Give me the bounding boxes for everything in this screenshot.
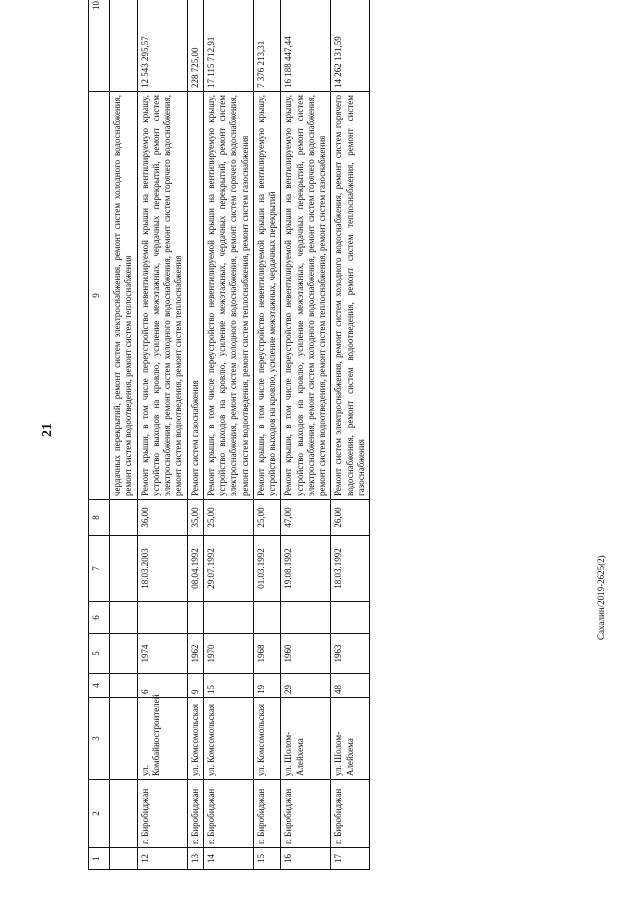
table-cell-pct: 26,00 <box>331 500 370 536</box>
table-cell-pct: 47,00 <box>281 500 331 536</box>
column-header: 6 <box>89 602 110 634</box>
column-header: 8 <box>89 500 110 536</box>
table-cell-cost: 12 543 295,57 <box>137 0 187 92</box>
table-cell-cost: 14 262 131,59 <box>331 0 370 92</box>
column-header: 1 <box>89 848 110 870</box>
table-cell-date <box>110 536 138 602</box>
table-cell-n: 17 <box>331 848 370 870</box>
table-cell-date: 29.07.1992 <box>203 536 253 602</box>
table-cell-house: 6 <box>137 674 187 698</box>
table-cell-n: 12 <box>137 848 187 870</box>
table-cell-n: 13 <box>187 848 203 870</box>
table-cell-desc: Ремонт крыши, в том числе переустройство невентилируемой крыши на вентилируемую крышу, устройство выходов на кровлю, усиление межэтажных, чердачных перекрытий, ремонт систем электроснабжения, ремонт систем холодного водоснабжения, ремонт систем горячего водоснабжения, ремонт систем водоотведения, ремонт систем теплоснабжения, ремонт систем газоснабжения <box>281 92 331 500</box>
table-cell-house: 29 <box>281 674 331 698</box>
table-cell-street: ул. Комбайностроителей <box>137 698 187 780</box>
table-cell-desc: чердачных перекрытий, ремонт систем электроснабжения, ремонт систем холодного водоснабжения, ремонт систем водоотведения, ремонт систем теплоснабжения <box>110 92 138 500</box>
table-row <box>137 0 187 870</box>
document-reference: Сахалин/2019-2625(2) <box>596 555 606 640</box>
table-cell-year: 1960 <box>281 634 331 674</box>
table-cell-house: 9 <box>187 674 203 698</box>
page-number: 21 <box>40 423 55 437</box>
table-cell-desc: Ремонт крыши, в том числе переустройство невентилируемой крыши на вентилируемую крышу, устройство выходов на кровлю, усиление межэтажных, чердачных перекрытий, ремонт систем электроснабжения, ремонт систем холодного водоснабжения, ремонт систем горячего водоснабжения, ремонт систем водоотведения, ремонт систем теплоснабжения, ремонт систем газоснабжения <box>203 92 253 500</box>
table-cell-c6 <box>187 602 203 634</box>
table-row <box>187 0 203 870</box>
table-cell-street: ул. Шолом-Алейхема <box>331 698 370 780</box>
table-cell-year <box>110 634 138 674</box>
table-cell-street: ул. Комсомольская <box>187 698 203 780</box>
table-cell-cost: 16 188 447,44 <box>281 0 331 92</box>
table-cell-desc: Ремонт систем электроснабжения, ремонт систем холодного водоснабжения, ремонт систем горячего водоснабжения, ремонт систем водоотведения, ремонт систем теплоснабжения, ремонт систем газоснабжения <box>331 92 370 500</box>
column-header: 2 <box>89 780 110 848</box>
table-cell-pct: 25,00 <box>203 500 253 536</box>
table-cell-cost: 228 725,00 <box>187 0 203 92</box>
table-row <box>253 0 281 870</box>
table-cell-city: г. Биробиджан <box>203 780 253 848</box>
table-cell-house: 15 <box>203 674 253 698</box>
table-cell-c6 <box>331 602 370 634</box>
table-cell-year: 1968 <box>253 634 281 674</box>
table-cell-street <box>110 698 138 780</box>
table-cell-house <box>110 674 138 698</box>
table-cell-c6 <box>110 602 138 634</box>
column-header: 7 <box>89 536 110 602</box>
table-cell-n <box>110 848 138 870</box>
table-cell-n: 14 <box>203 848 253 870</box>
table-cell-city: г. Биробиджан <box>137 780 187 848</box>
table-cell-year: 1962 <box>187 634 203 674</box>
table-row <box>281 0 331 870</box>
table-cell-city: г. Биробиджан <box>281 780 331 848</box>
table-cell-house: 19 <box>253 674 281 698</box>
table-cell-date: 01.03.1992 <box>253 536 281 602</box>
column-header: 10 <box>89 0 110 92</box>
table-cell-desc: Ремонт систем газоснабжения <box>187 92 203 500</box>
table-cell-year: 1963 <box>331 634 370 674</box>
table-cell-pct <box>110 500 138 536</box>
table-cell-city: г. Биробиджан <box>253 780 281 848</box>
table-cell-house: 48 <box>331 674 370 698</box>
repair-schedule-table <box>88 0 370 870</box>
table-cell-street: ул. Комсомольская <box>253 698 281 780</box>
table-cell-year: 1974 <box>137 634 187 674</box>
table-cell-street: ул. Шолом-Алейхема <box>281 698 331 780</box>
table-cell-year: 1970 <box>203 634 253 674</box>
table-cell-desc: Ремонт крыши, в том числе переустройство невентилируемой крыши на вентилируемую крышу, устройство выходов на кровлю, усиление межэтажных, чердачных перекрытий <box>253 92 281 500</box>
table-cell-street: ул. Комсомольская <box>203 698 253 780</box>
table-body <box>110 0 370 870</box>
table-cell-date: 08.04.1992 <box>187 536 203 602</box>
table-row <box>203 0 253 870</box>
table-row <box>110 0 138 870</box>
table-cell-city <box>110 780 138 848</box>
table-cell-cost: 7 376 213,31 <box>253 0 281 92</box>
column-header: 5 <box>89 634 110 674</box>
table-cell-pct: 35,00 <box>187 500 203 536</box>
table-cell-c6 <box>137 602 187 634</box>
table-cell-c6 <box>281 602 331 634</box>
table-cell-pct: 36,00 <box>137 500 187 536</box>
column-header: 3 <box>89 698 110 780</box>
table-cell-c6 <box>203 602 253 634</box>
rotated-table-container <box>88 1 608 870</box>
column-header: 4 <box>89 674 110 698</box>
table-cell-c6 <box>253 602 281 634</box>
table-cell-date: 19.08.1992 <box>281 536 331 602</box>
table-row <box>331 0 370 870</box>
column-number-row <box>89 0 110 870</box>
table-cell-city: г. Биробиджан <box>187 780 203 848</box>
table-cell-n: 16 <box>281 848 331 870</box>
table-cell-date: 18.03.2003 <box>137 536 187 602</box>
table-cell-n: 15 <box>253 848 281 870</box>
table-cell-desc: Ремонт крыши, в том числе переустройство невентилируемой крыши на вентилируемую крышу, устройство выходов на кровлю, усиление межэтажных, чердачных перекрытий, ремонт систем электроснабжения, ремонт систем холодного водоснабжения, ремонт систем горячего водоснабжения, ремонт систем водоотведения, ремонт систем теплоснабжения <box>137 92 187 500</box>
table-cell-cost: 17 115 712,91 <box>203 0 253 92</box>
table-cell-pct: 25,00 <box>253 500 281 536</box>
column-header: 9 <box>89 92 110 500</box>
table-cell-cost <box>110 0 138 92</box>
table-cell-date: 18.03.1992 <box>331 536 370 602</box>
table-cell-city: г. Биробиджан <box>331 780 370 848</box>
